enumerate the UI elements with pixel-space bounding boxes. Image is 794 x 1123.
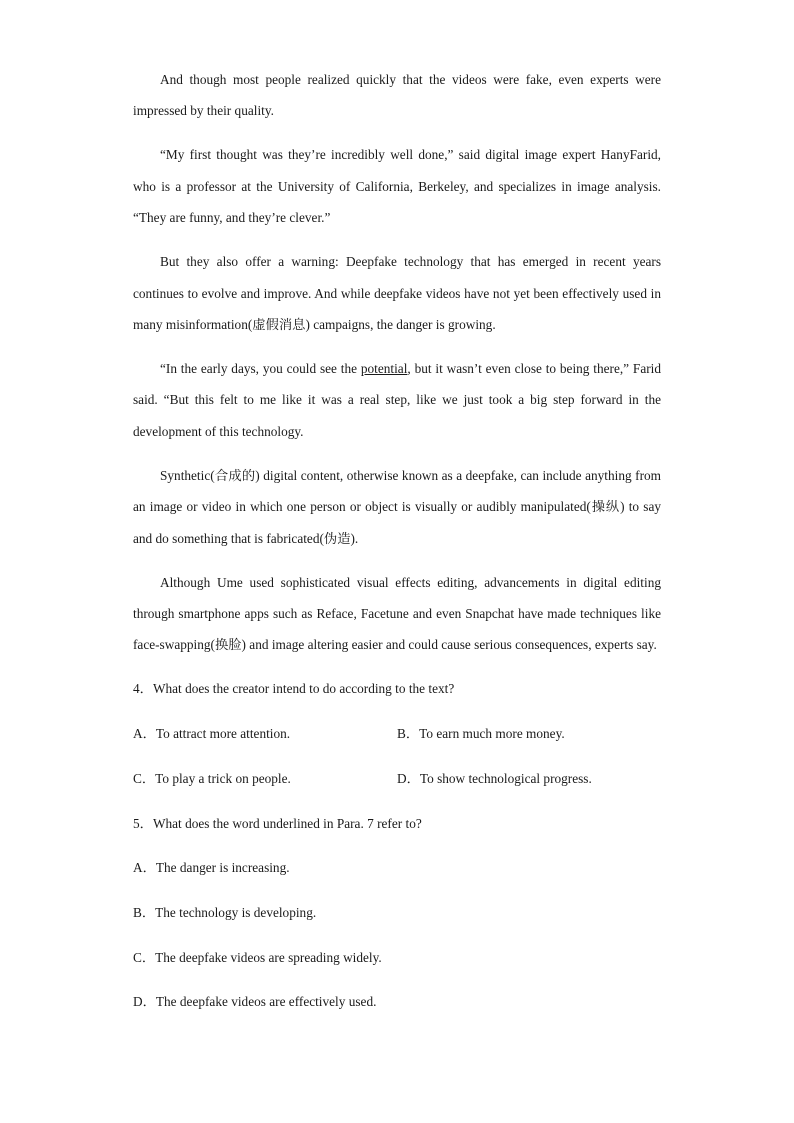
paragraph-3: But they also offer a warning: Deepfake technology that has emerged in recent years continues to evolve and improve. And while deepfake videos have not yet been effectively used in many misinformation(虚假消息) campaigns, the danger is growing. [133, 254, 661, 333]
question-4-options-row-1 [133, 718, 661, 749]
paragraph-4-text-start: “In the early days, you could see the [160, 361, 361, 377]
paragraph-4-text-end: , but it wasn’t even close to being there,” Farid said. “But this felt to me like it was a real step, like we just took a big step forward in the development of this technology. [133, 361, 661, 439]
question-5-option-b: B．The technology is developing. [133, 904, 317, 920]
paragraph-1: And though most people realized quickly that the videos were fake, even experts were impressed by their quality. [133, 72, 661, 119]
question-4-stem: 4．What does the creator intend to do according to the text? [133, 681, 455, 697]
question-4-option-d: D．To show technological progress. [397, 770, 592, 786]
paragraph-2: “My first thought was they’re incredibly well done,” said digital image expert HanyFarid, who is a professor at the University of California, Berkeley, and specializes in image analysis. “They are funny, and they’re clever.” [133, 147, 661, 226]
question-5-option-d: D．The deepfake videos are effectively used. [133, 994, 377, 1010]
question-4-option-c: C．To play a trick on people. [133, 770, 291, 786]
document-page [133, 64, 661, 1031]
paragraph-5: Synthetic(合成的) digital content, otherwise known as a deepfake, can include anything from an image or video in which one person or object is visually or audibly manipulated(操纵) to say and do something that is fabricated(伪造). [133, 467, 661, 546]
paragraph-6: Although Ume used sophisticated visual effects editing, advancements in digital editing through smartphone apps such as Reface, Facetune and even Snapchat have made techniques like face-swapping(换脸) and image altering easier and could cause serious consequences, experts say. [133, 574, 661, 653]
question-4-options-row-2 [133, 763, 661, 794]
underlined-word: potential [360, 361, 408, 377]
question-4-option-a: A．To attract more attention. [133, 726, 291, 742]
paragraph-4 [133, 353, 661, 447]
question-5-option-a: A．The danger is increasing. [133, 860, 290, 876]
question-5-option-c: C．The deepfake videos are spreading widely. [133, 949, 382, 965]
question-5-stem: 5．What does the word underlined in Para. 7 refer to? [133, 815, 422, 831]
question-4-option-b: B．To earn much more money. [397, 726, 565, 742]
